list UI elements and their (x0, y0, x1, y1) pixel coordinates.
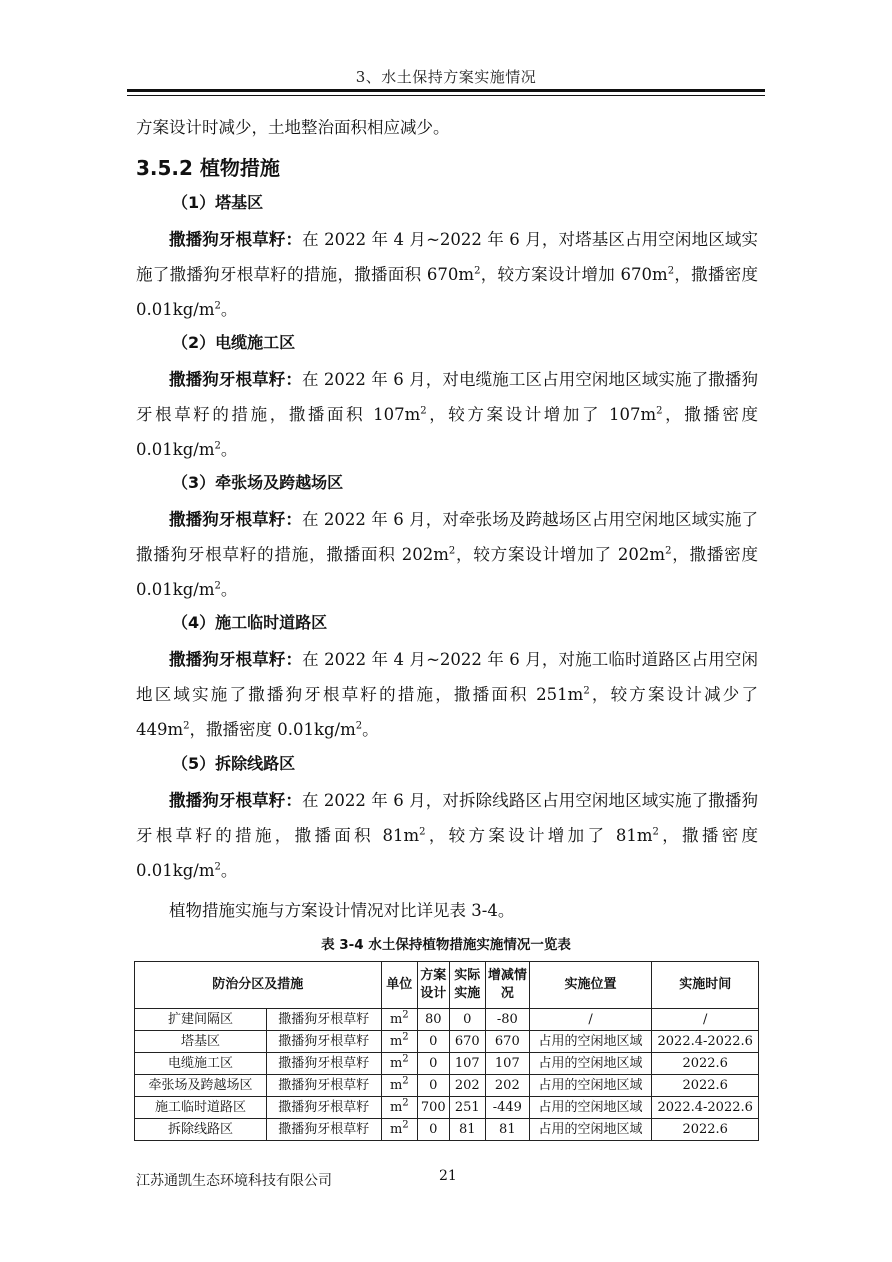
unit-superscript: 2 (667, 265, 675, 277)
zone-text: ，较方案设计增加了 107m (426, 405, 657, 424)
unit-superscript: 2 (474, 265, 481, 277)
table-row (135, 1075, 759, 1097)
planting-measures-table (134, 961, 759, 1141)
cell-zone: 拆除线路区 (135, 1119, 267, 1141)
zone-text: ，较方案设计增加了 81m (425, 826, 653, 845)
cell-change: 107 (486, 1053, 530, 1075)
header-unit: 单位 (381, 962, 418, 1009)
table-row (135, 1053, 759, 1075)
zone-text-end: 。 (220, 580, 238, 599)
cell-change: 202 (486, 1075, 530, 1097)
zone-text: ，较方案设计增加 670m (480, 265, 668, 284)
cell-unit (381, 1097, 418, 1119)
zone-text-end: 。 (362, 720, 379, 739)
cell-measure: 撒播狗牙根草籽 (266, 1119, 381, 1141)
header-time: 实施时间 (652, 962, 759, 1009)
cell-change: 670 (486, 1031, 530, 1053)
cell-unit (381, 1053, 418, 1075)
unit-superscript: 2 (214, 440, 221, 452)
unit-superscript: 2 (402, 1009, 409, 1021)
zone-text: ，较方案设计增加了 202m (455, 545, 666, 564)
zone-text: 在 2022 年 6 月，对电缆施工区占用空闲地区域实施了撒播狗牙根草籽的措施，撒播面积 107m (136, 370, 759, 424)
cell-change: 81 (486, 1119, 530, 1141)
unit-superscript: 2 (652, 826, 659, 838)
cell-unit (381, 1119, 418, 1141)
cell-design: 0 (418, 1031, 449, 1053)
cell-actual: 81 (449, 1119, 486, 1141)
cell-zone: 塔基区 (135, 1031, 267, 1053)
unit-superscript: 2 (656, 405, 663, 417)
zone-paragraph (136, 502, 758, 607)
cell-measure: 撒播狗牙根草籽 (266, 1031, 381, 1053)
unit-superscript: 2 (402, 1119, 409, 1131)
unit-text: m (389, 1099, 403, 1115)
unit-superscript: 2 (214, 300, 221, 312)
cell-measure: 撒播狗牙根草籽 (266, 1075, 381, 1097)
page-number: 21 (439, 1168, 457, 1184)
running-header-title: 3、水土保持方案实施情况 (355, 68, 537, 86)
cell-unit (381, 1031, 418, 1053)
cell-measure: 撒播狗牙根草籽 (266, 1053, 381, 1075)
zone-text: 在 2022 年 4 月~2022 年 6 月，对施工临时道路区占用空闲地区域实施了撒播狗牙根草籽的措施，撒播面积 251m (136, 650, 758, 704)
unit-superscript: 2 (665, 545, 672, 557)
zone-text: ，撒播密度 0.01kg/m (136, 405, 758, 459)
cell-actual: 202 (449, 1075, 486, 1097)
cell-design: 0 (418, 1053, 449, 1075)
cell-measure: 撒播狗牙根草籽 (266, 1097, 381, 1119)
zone-heading: （3）牵张场及跨越场区 (172, 473, 344, 492)
intro-paragraph: 方案设计时减少，土地整治面积相应减少。 (136, 118, 450, 137)
cell-zone: 牵张场及跨越场区 (135, 1075, 267, 1097)
measure-label: 撒播狗牙根草籽： (169, 230, 303, 249)
table-row (135, 1009, 759, 1031)
header-change: 增减情况 (486, 962, 530, 1009)
zone-text-end: 。 (220, 440, 238, 459)
summary-paragraph: 植物措施实施与方案设计情况对比详见表 3-4。 (169, 901, 515, 920)
zone-text: ，撒播密度 0.01kg/m (136, 826, 759, 880)
cell-time: 2022.6 (652, 1053, 759, 1075)
footer-company: 江苏通凯生态环境科技有限公司 (136, 1173, 332, 1189)
zone-text: ，撒播密度 0.01kg/m (136, 545, 758, 599)
zone-text-end: 。 (220, 861, 238, 880)
cell-actual: 107 (449, 1053, 486, 1075)
cell-time: 2022.6 (652, 1119, 759, 1141)
zone-text-end: 。 (220, 300, 238, 319)
cell-change: -449 (486, 1097, 530, 1119)
cell-actual: 0 (449, 1009, 486, 1031)
zone-text: 在 2022 年 6 月，对拆除线路区占用空闲地区域实施了撒播狗牙根草籽的措施，撒播面积 81m (136, 791, 759, 845)
cell-time: 2022.4-2022.6 (652, 1031, 759, 1053)
header-design: 方案设计 (418, 962, 449, 1009)
unit-superscript: 2 (420, 405, 427, 417)
unit-text: m (389, 1011, 403, 1027)
unit-superscript: 2 (402, 1031, 409, 1043)
header-rule-thick (127, 89, 765, 92)
cell-location: 占用的空闲地区域 (529, 1031, 652, 1053)
zone-paragraph (136, 362, 758, 467)
unit-text: m (389, 1121, 403, 1137)
unit-superscript: 2 (355, 720, 363, 732)
cell-unit (381, 1009, 418, 1031)
zone-text: ，较方案设计减少了 449m (136, 685, 758, 739)
cell-zone: 电缆施工区 (135, 1053, 267, 1075)
zone-heading: （2）电缆施工区 (172, 333, 296, 352)
unit-superscript: 2 (448, 545, 456, 557)
table-row (135, 1031, 759, 1053)
cell-zone: 扩建间隔区 (135, 1009, 267, 1031)
cell-design: 700 (418, 1097, 449, 1119)
cell-zone: 施工临时道路区 (135, 1097, 267, 1119)
unit-superscript: 2 (402, 1053, 409, 1065)
cell-time: 2022.6 (652, 1075, 759, 1097)
zone-paragraph (136, 642, 758, 747)
table-caption: 表 3-4 水土保持植物措施实施情况一览表 (321, 937, 571, 953)
zone-heading: （1）塔基区 (172, 193, 264, 212)
cell-change: -80 (486, 1009, 530, 1031)
unit-text: m (389, 1055, 403, 1071)
unit-text: m (389, 1033, 403, 1049)
cell-location: 占用的空闲地区域 (529, 1097, 652, 1119)
measure-label: 撒播狗牙根草籽： (169, 791, 302, 810)
zone-heading: （5）拆除线路区 (172, 754, 296, 773)
zone-heading: （4）施工临时道路区 (172, 613, 328, 632)
cell-location: 占用的空闲地区域 (529, 1075, 652, 1097)
zone-text: 在 2022 年 6 月，对牵张场及跨越场区占用空闲地区域实施了撒播狗牙根草籽的措施，撒播面积 202m (136, 510, 759, 564)
zone-text: 在 2022 年 4 月~2022 年 6 月，对塔基区占用空闲地区域实施了撒播狗牙根草籽的措施，撒播面积 670m (136, 230, 758, 284)
cell-time: 2022.4-2022.6 (652, 1097, 759, 1119)
cell-design: 0 (418, 1119, 449, 1141)
table-header-row (135, 962, 759, 1009)
cell-location: / (529, 1009, 652, 1031)
unit-superscript: 2 (214, 861, 221, 873)
zone-text: ，撒播密度 0.01kg/m (189, 720, 356, 739)
header-actual: 实际实施 (449, 962, 486, 1009)
zone-paragraph (136, 222, 758, 327)
measure-label: 撒播狗牙根草籽： (169, 650, 303, 669)
table-row (135, 1119, 759, 1141)
unit-superscript: 2 (183, 720, 190, 732)
unit-superscript: 2 (402, 1097, 409, 1109)
cell-actual: 670 (449, 1031, 486, 1053)
measure-label: 撒播狗牙根草籽： (169, 370, 302, 389)
header-zone-measure: 防治分区及措施 (135, 962, 382, 1009)
cell-location: 占用的空闲地区域 (529, 1053, 652, 1075)
header-location: 实施位置 (529, 962, 652, 1009)
cell-design: 0 (418, 1075, 449, 1097)
table-row (135, 1097, 759, 1119)
unit-superscript: 2 (583, 685, 590, 697)
zone-paragraph (136, 783, 758, 888)
unit-text: m (389, 1077, 403, 1093)
header-rule-thin (127, 95, 765, 96)
cell-measure: 撒播狗牙根草籽 (266, 1009, 381, 1031)
unit-superscript: 2 (214, 580, 221, 592)
measure-label: 撒播狗牙根草籽： (169, 510, 302, 529)
cell-design: 80 (418, 1009, 449, 1031)
section-title: 3.5.2 植物措施 (136, 156, 280, 180)
cell-location: 占用的空闲地区域 (529, 1119, 652, 1141)
cell-time: / (652, 1009, 759, 1031)
unit-superscript: 2 (402, 1075, 409, 1087)
unit-superscript: 2 (419, 826, 426, 838)
cell-unit (381, 1075, 418, 1097)
zone-text: ，撒播密度 0.01kg/m (136, 265, 759, 319)
cell-actual: 251 (449, 1097, 486, 1119)
